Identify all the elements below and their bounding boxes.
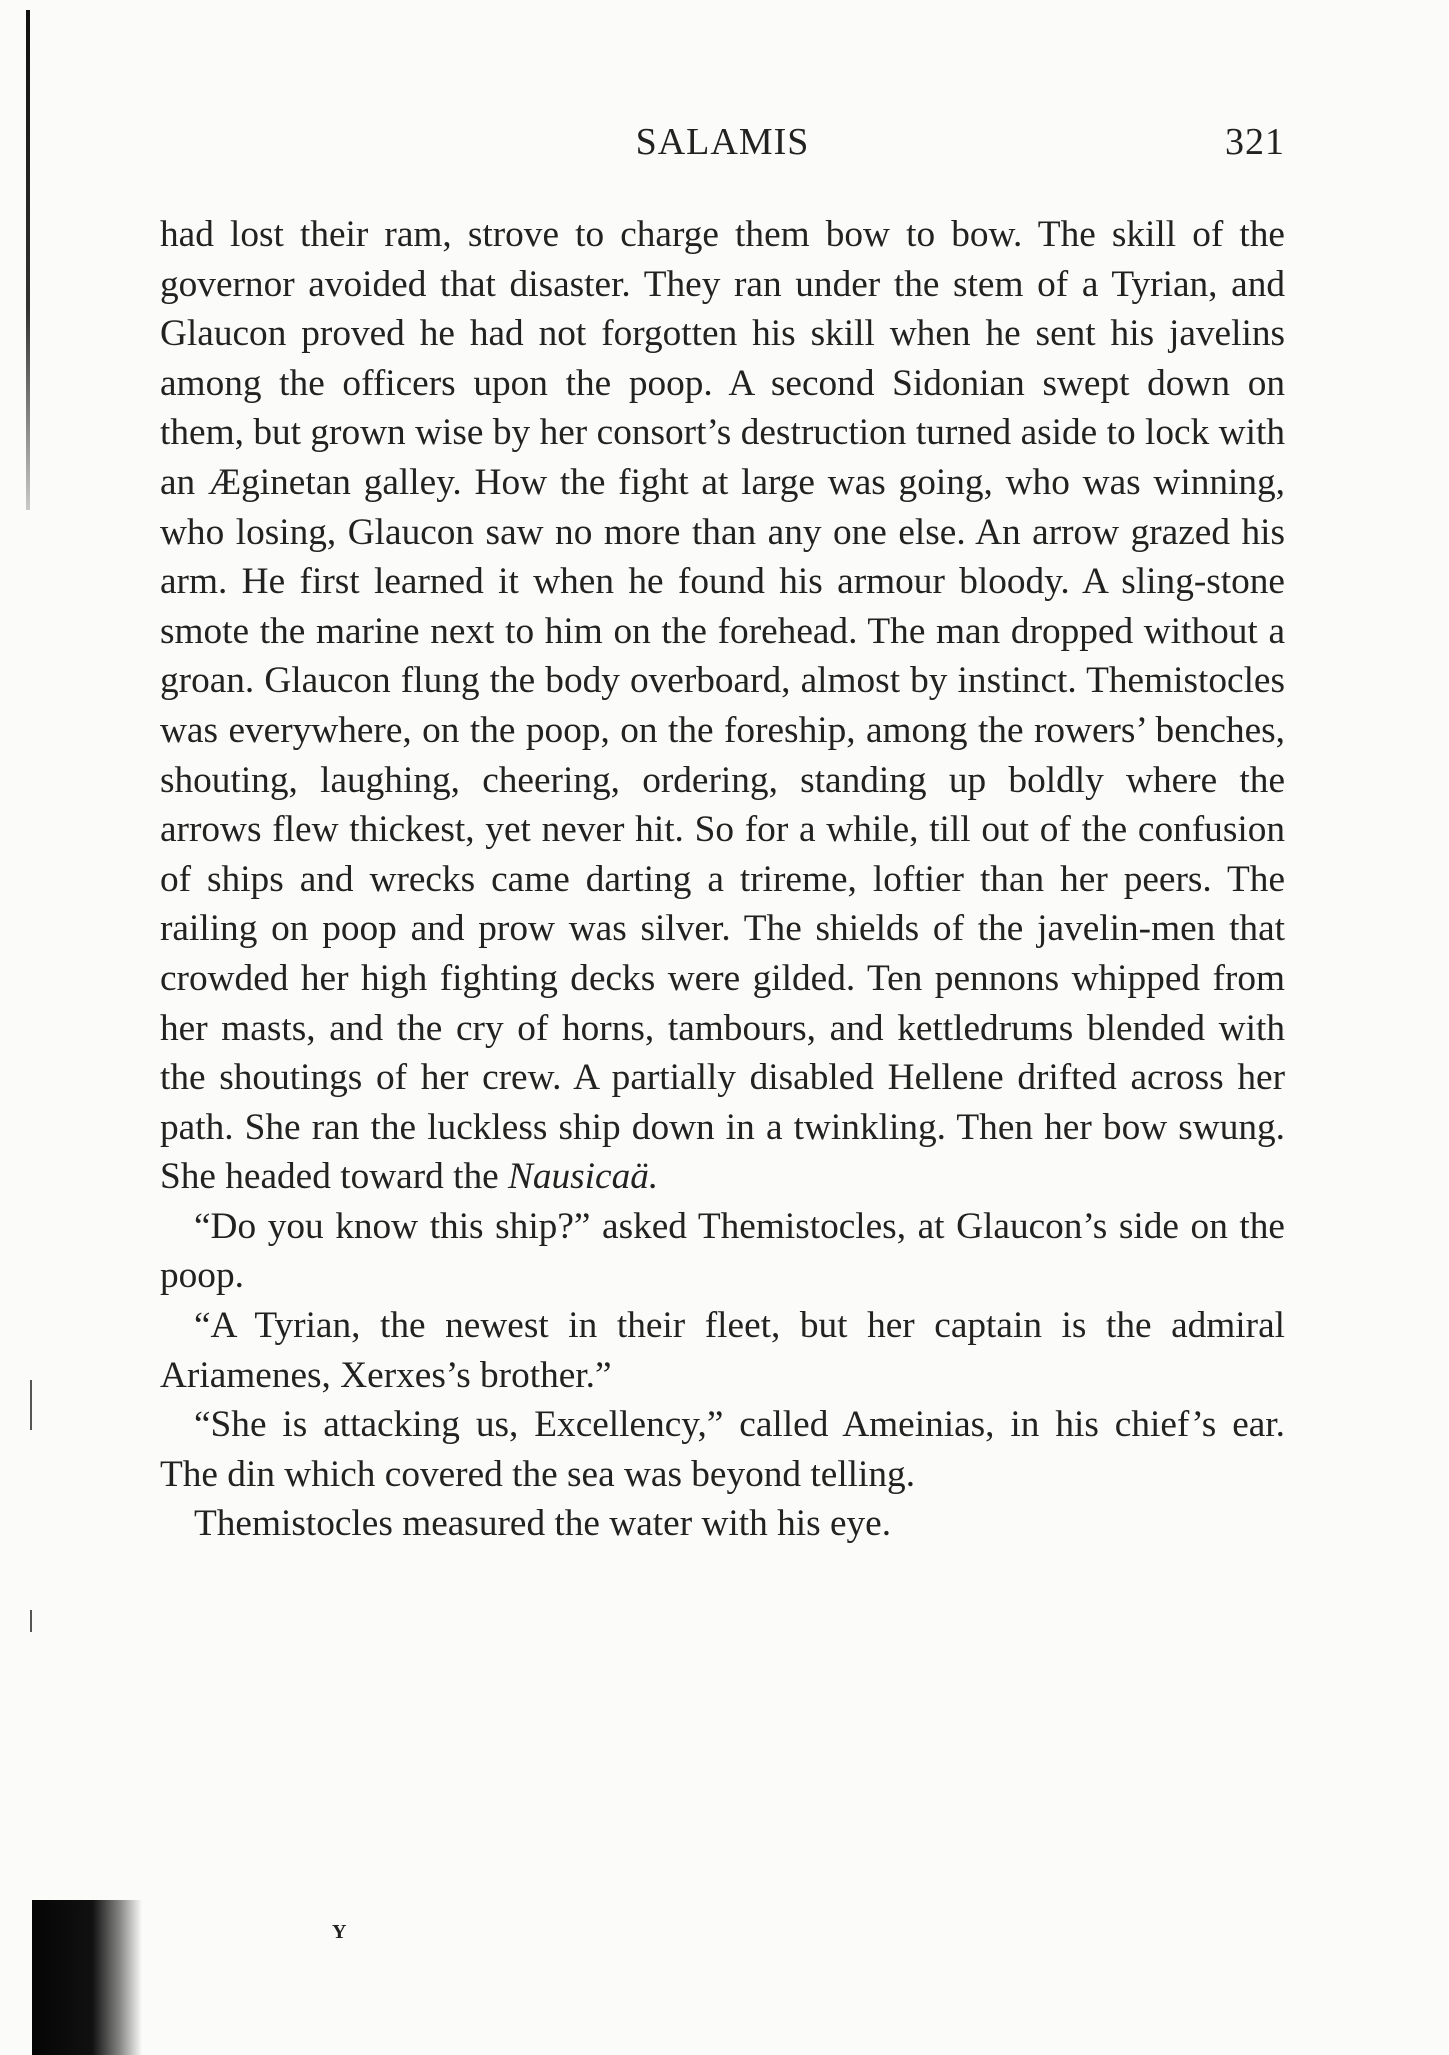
- scan-corner-shadow: [32, 1900, 142, 2055]
- body-text: [160, 210, 1285, 1549]
- paragraph: [160, 1202, 1285, 1301]
- paragraph: [160, 1301, 1285, 1400]
- book-page: [160, 120, 1285, 1549]
- paragraph-text: “She is attacking us, Excellency,” called Ameinias, in his chief’s ear. The din which covered the sea was beyond telling.: [160, 1404, 1285, 1495]
- page-number: 321: [1225, 121, 1285, 163]
- signature-mark: Y: [332, 1921, 347, 1943]
- paragraph: [160, 1400, 1285, 1499]
- scan-edge-shadow: [26, 10, 30, 510]
- running-head: [160, 120, 1285, 176]
- scan-edge-mark: [30, 1610, 32, 1632]
- paragraph-text: “Do you know this ship?” asked Themistocles, at Glaucon’s side on the poop.: [160, 1205, 1285, 1297]
- paragraph-text: Themistocles measured the water with his eye.: [194, 1503, 892, 1545]
- running-title: SALAMIS: [635, 121, 810, 163]
- paragraph: [160, 210, 1285, 1202]
- paragraph-text: had lost their ram, strove to charge them bow to bow. The skill of the governor avoided that disaster. They ran under the stem of a Tyrian, and Glaucon proved he had not forgotten his skill when he sent his javelins among the officers upon the poop. A second Sidonian swept down on them, but grown wise by her consort’s destruction turned aside to lock with an Æginetan galley. How the fight at large was going, who was winning, who losing, Glaucon saw no more than any one else. An arrow grazed his arm. He first learned it when he found his armour bloody. A sling-stone smote the marine next to him on the forehead. The man dropped without a groan. Glaucon flung the body overboard, almost by instinct. Themistocles was everywhere, on the poop, on the foreship, among the rowers’ benches, shouting, laughing, cheering, ordering, standing up boldly where the arrows flew thickest, yet never hit. So for a while, till out of the confusion of ships and wrecks came darting a trireme, loftier than her peers. The railing on poop and prow was silver. The shields of the javelin-men that crowded her high fighting decks were gilded. Ten pennons whipped from her masts, and the cry of horns, tambours, and kettledrums blended with the shoutings of her crew. A partially disabled Hellene drifted across her path. She ran the luckless ship down in a twinkling. Then her bow swung. She headed toward the: [160, 214, 1285, 1198]
- ship-name: Nausicaä.: [507, 1156, 659, 1198]
- paragraph-text: “A Tyrian, the newest in their fleet, but her captain is the admiral Ariamenes, Xerxes’s brother.”: [160, 1305, 1285, 1396]
- scan-edge-mark: [30, 1380, 32, 1430]
- paragraph: [160, 1499, 1285, 1549]
